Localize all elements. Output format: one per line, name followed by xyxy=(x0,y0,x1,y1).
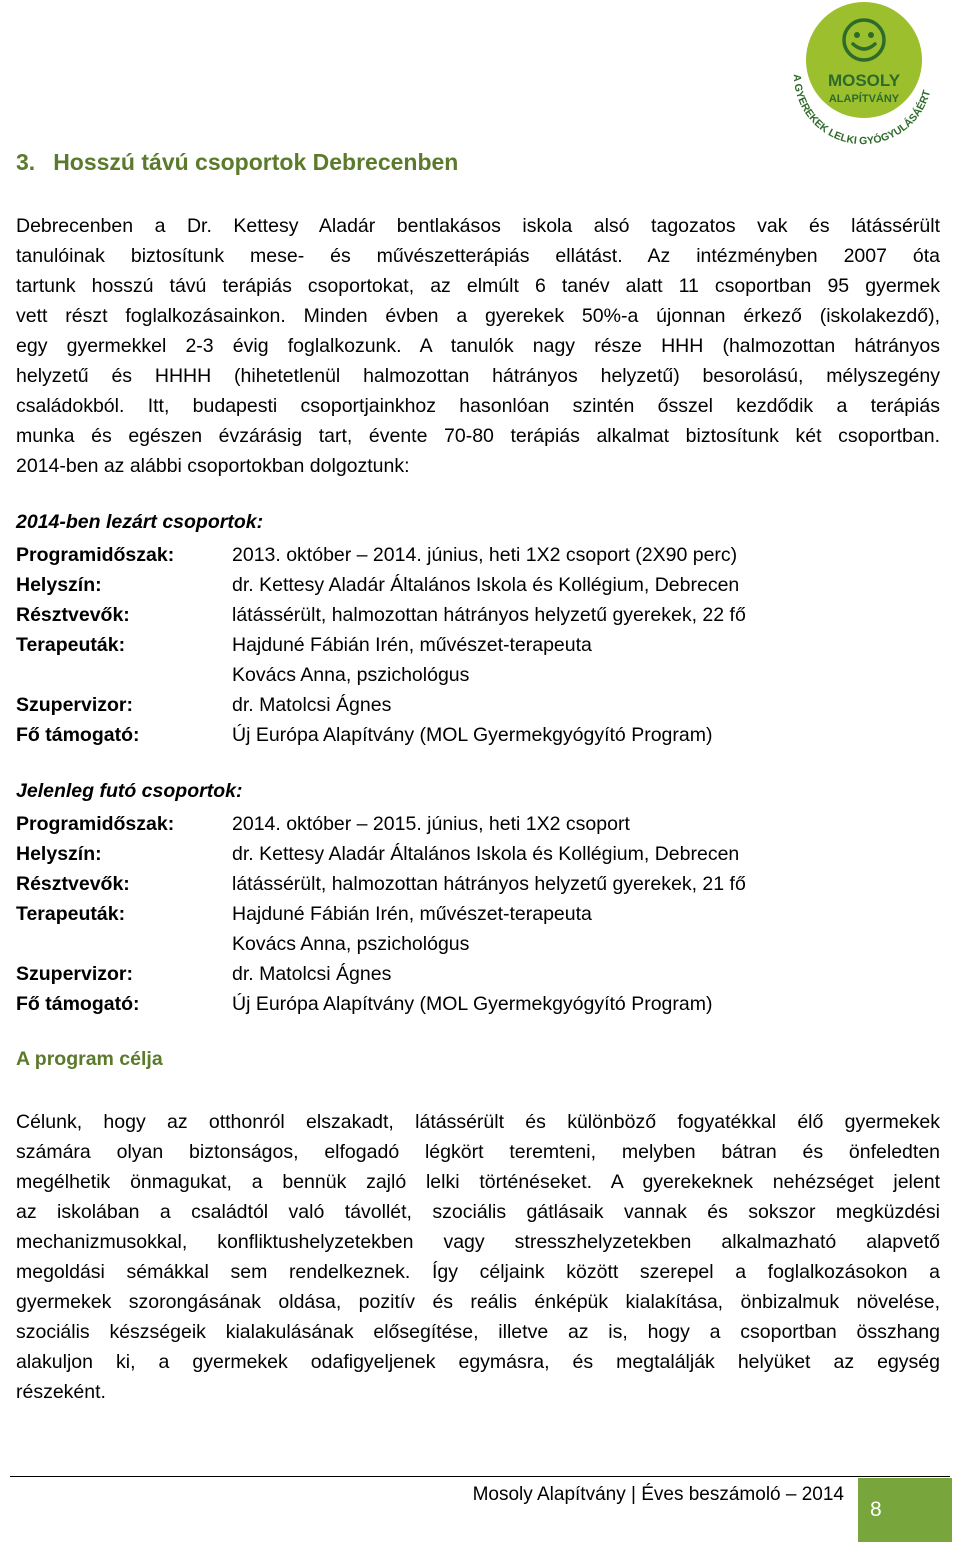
detail-label xyxy=(16,660,232,690)
section-heading xyxy=(16,149,458,176)
paragraph-line: egy gyermekkel 2-3 évig foglalkozunk. A tanulók nagy része HHH (halmozottan hátrányos xyxy=(16,335,940,357)
detail-value: dr. Matolcsi Ágnes xyxy=(232,694,392,716)
detail-value: Hajduné Fábián Irén, művészet-terapeuta xyxy=(232,903,592,925)
detail-value: dr. Kettesy Aladár Általános Iskola és Kollégium, Debrecen xyxy=(232,843,740,865)
detail-row xyxy=(16,869,940,899)
detail-label: Fő támogató: xyxy=(16,724,140,746)
detail-row xyxy=(16,929,940,959)
detail-label: Helyszín: xyxy=(16,574,102,596)
detail-label xyxy=(16,929,232,959)
paragraph-line: vett részt foglalkozásainkon. Minden évben a gyerekek 50%-a újonnan érkező (iskolakezdő), xyxy=(16,305,940,327)
footer-text: Mosoly Alapítvány | Éves beszámoló – 2014 xyxy=(472,1484,844,1505)
paragraph-line: munka és egészen évzárásig tart, évente 70-80 terápiás alkalmat biztosítunk két csoportban. xyxy=(16,425,940,447)
detail-label: Szupervizor: xyxy=(16,963,134,985)
detail-value: látássérült, halmozottan hátrányos helyzetű gyerekek, 21 fő xyxy=(232,873,746,895)
paragraph-line: gyermekek szorongásának oldása, pozitív és reális énképük kialakítása, önbizalmuk növelése, xyxy=(16,1291,940,1313)
paragraph-line: alakuljon ki, a gyermekek odafigyeljenek egymásra, és megtalálják helyüket az egység xyxy=(16,1351,940,1373)
detail-value: dr. Matolcsi Ágnes xyxy=(232,963,392,985)
paragraph-line: tartunk hosszú távú terápiás csoportokat, az elmúlt 6 tanév alatt 11 csoportban 95 gyermek xyxy=(16,275,940,297)
paragraph-line: Debrecenben a Dr. Kettesy Aladár bentlakásos iskola alsó tagozatos vak és látássérült xyxy=(16,215,940,237)
section-title: Hosszú távú csoportok Debrecenben xyxy=(53,149,459,175)
detail-row xyxy=(16,839,940,869)
paragraph-line: tanulóinak biztosítunk mese- és művészetterápiás ellátást. Az intézményben 2007 óta xyxy=(16,245,940,267)
detail-label: Programidőszak: xyxy=(16,813,175,835)
detail-label: Résztvevők: xyxy=(16,873,130,895)
detail-row xyxy=(16,600,940,630)
program-goal-paragraph xyxy=(16,1107,940,1407)
paragraph-line: családokból. Itt, budapesti csoportjainkhoz hasonlóan szintén ősszel kezdődik a terápiás xyxy=(16,395,940,417)
paragraph-line: helyzetű és HHHH (hihetetlenül halmozottan hátrányos helyzetű) besorolású, mélyszegény xyxy=(16,365,940,387)
detail-value: Új Európa Alapítvány (MOL Gyermekgyógyító Program) xyxy=(232,724,713,746)
intro-paragraph xyxy=(16,211,940,481)
paragraph-line: részeként. xyxy=(16,1381,106,1403)
program-goal-title: A program célja xyxy=(16,1048,163,1070)
detail-row xyxy=(16,989,940,1019)
running-groups-details xyxy=(16,809,940,1019)
page-number: 8 xyxy=(870,1498,882,1521)
paragraph-line: mechanizmusokkal, konfliktushelyzetekben vagy stresszhelyzetekben alkalmazható alapvető xyxy=(16,1231,940,1253)
paragraph-line: megélhetik önmagukat, a bennük zajló lelki történéseket. A gyerekeknek nehézséget jelent xyxy=(16,1171,940,1193)
detail-label: Helyszín: xyxy=(16,843,102,865)
detail-label: Terapeuták: xyxy=(16,634,126,656)
detail-row xyxy=(16,720,940,750)
logo-subname: ALAPÍTVÁNY xyxy=(828,93,900,105)
paragraph-line: megoldási sémákkal sem rendelkeznek. Így céljaink között szerepel a foglalkozásokon a xyxy=(16,1261,940,1283)
detail-row xyxy=(16,809,940,839)
detail-row xyxy=(16,690,940,720)
detail-row xyxy=(16,959,940,989)
detail-value: 2013. október – 2014. június, heti 1X2 csoport (2X90 perc) xyxy=(232,544,738,566)
footer-divider xyxy=(10,1476,950,1477)
detail-value: 2014. október – 2015. június, heti 1X2 csoport xyxy=(232,813,630,835)
detail-row xyxy=(16,630,940,660)
detail-label: Szupervizor: xyxy=(16,694,134,716)
paragraph-line: az iskolában a családtól való távollét, szociális gátlásaik vannak és sokszor megküzdési xyxy=(16,1201,940,1223)
detail-label: Résztvevők: xyxy=(16,604,130,626)
paragraph-line: 2014-ben az alábbi csoportokban dolgoztunk: xyxy=(16,455,410,477)
paragraph-line: számára olyan biztonságos, elfogadó légkört teremteni, melyben bátran és önfeledten xyxy=(16,1141,940,1163)
detail-value: látássérült, halmozottan hátrányos helyzetű gyerekek, 22 fő xyxy=(232,604,746,626)
detail-row xyxy=(16,660,940,690)
detail-label: Terapeuták: xyxy=(16,903,126,925)
mosoly-logo xyxy=(780,2,940,150)
running-groups-title: Jelenleg futó csoportok: xyxy=(16,780,243,802)
page-number-box xyxy=(858,1478,952,1542)
detail-label: Fő támogató: xyxy=(16,993,140,1015)
detail-value: dr. Kettesy Aladár Általános Iskola és Kollégium, Debrecen xyxy=(232,574,740,596)
detail-value: Új Európa Alapítvány (MOL Gyermekgyógyító Program) xyxy=(232,993,713,1015)
paragraph-line: szociális készségeik kialakulásának elősegítése, illetve az is, hogy a csoportban összhang xyxy=(16,1321,940,1343)
logo-arc-text: A GYEREKEK LELKI GYÓGYULÁSÁÉRT xyxy=(790,73,934,148)
detail-row xyxy=(16,899,940,929)
paragraph-line: Célunk, hogy az otthonról elszakadt, látássérült és különböző fogyatékkal élő gyermekek xyxy=(16,1111,940,1133)
detail-row xyxy=(16,540,940,570)
closed-groups-title: 2014-ben lezárt csoportok: xyxy=(16,511,264,533)
logo-name: MOSOLY xyxy=(827,71,901,90)
detail-label: Programidőszak: xyxy=(16,544,175,566)
detail-row xyxy=(16,570,940,600)
closed-groups-details xyxy=(16,540,940,750)
detail-value: Hajduné Fábián Irén, művészet-terapeuta xyxy=(232,634,592,656)
detail-value: Kovács Anna, pszichológus xyxy=(232,933,470,955)
detail-value: Kovács Anna, pszichológus xyxy=(232,664,470,686)
section-number: 3. xyxy=(16,149,36,175)
